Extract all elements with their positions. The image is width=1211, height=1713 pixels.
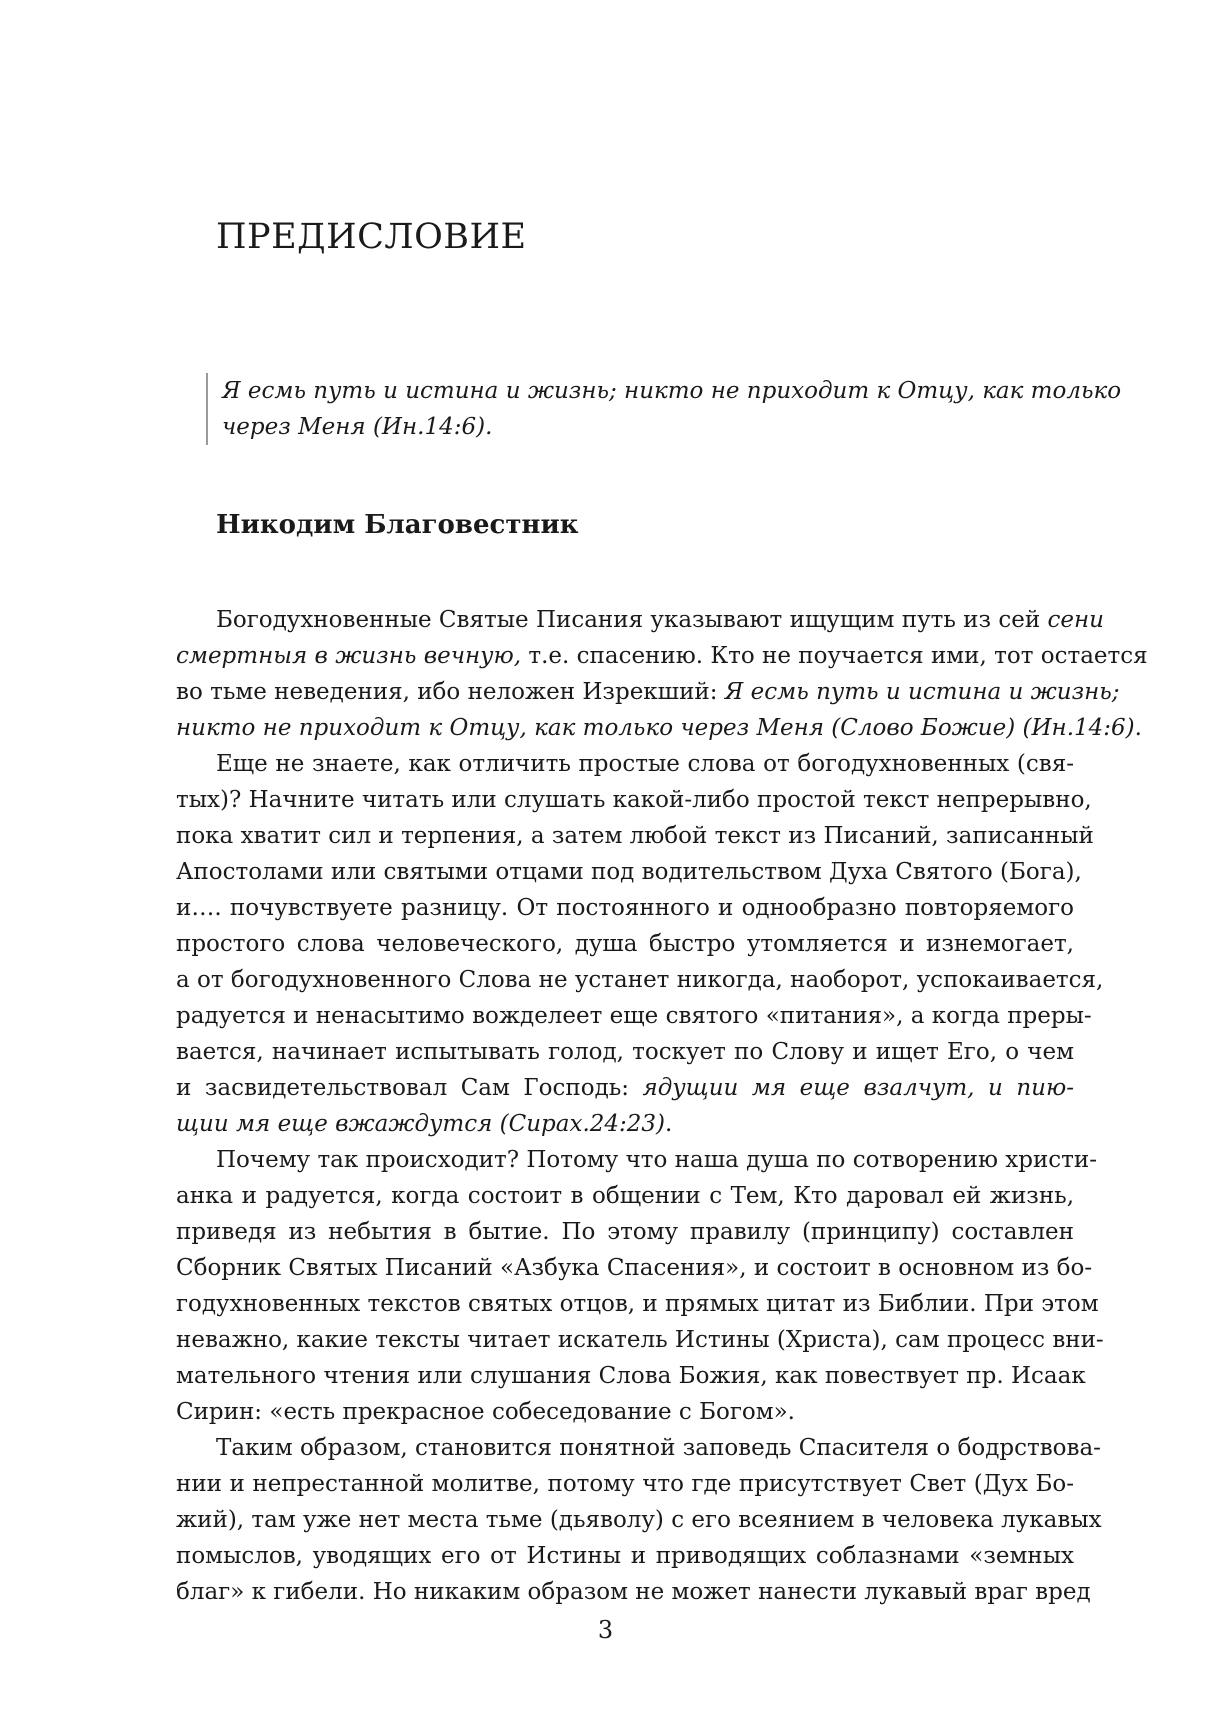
text-run: вается, начинает испытывать голод, тоскует по Слову и ищет Его, о чем bbox=[176, 1039, 1074, 1065]
text-run: нии и непрестанной молитве, потому что где присутствует Свет (Дух Бо- bbox=[176, 1471, 1074, 1497]
text-run: а от богодухновенного Слова не устанет никогда, наоборот, успокаивается, bbox=[176, 967, 1104, 993]
italic-quote: смертныя в жизнь вечную, bbox=[176, 643, 522, 669]
chapter-title: ПРЕДИСЛОВИЕ bbox=[216, 217, 527, 257]
text-line bbox=[176, 1250, 1093, 1286]
text-run: анка и радуется, когда состоит в общении с Тем, Кто даровал ей жизнь, bbox=[176, 1183, 1074, 1209]
body-text bbox=[176, 602, 1148, 1610]
text-run: во тьме неведения, ибо неложен Изрекший: bbox=[176, 679, 725, 705]
italic-quote: ядущии мя еще взалчут, и пию- bbox=[642, 1075, 1075, 1101]
text-line bbox=[176, 854, 1082, 890]
text-line bbox=[176, 962, 1104, 998]
text-line bbox=[176, 926, 1074, 962]
text-line bbox=[176, 1286, 1099, 1322]
text-run: т.е. спасению. Кто не поучается ими, тот остается bbox=[521, 643, 1148, 669]
text-run: благ» к гибели. Но никаким образом не может нанести лукавый враг вред bbox=[176, 1579, 1091, 1605]
epigraph-line: Я есмь путь и истина и жизнь; никто не приходит к Отцу, как только bbox=[222, 378, 1122, 404]
text-line bbox=[176, 1394, 1074, 1430]
text-line bbox=[176, 602, 1104, 638]
text-run: Сборник Святых Писаний «Азбука Спасения», и состоит в основном из бо- bbox=[176, 1255, 1093, 1281]
text-run: простого слова человеческого, душа быстро утомляется и изнемогает, bbox=[176, 931, 1074, 957]
text-line bbox=[176, 1430, 1101, 1466]
text-run: приведя из небытия в бытие. По этому правилу (принципу) составлен bbox=[176, 1219, 1074, 1245]
text-run: неважно, какие тексты читает искатель Истины (Христа), сам процесс вни- bbox=[176, 1327, 1104, 1353]
italic-quote: сени bbox=[1047, 607, 1104, 633]
text-line bbox=[176, 1106, 1074, 1142]
text-run: Богодухновенные Святые Писания указывают ищущим путь из сей bbox=[216, 607, 1048, 633]
italic-quote: щии мя еще вжаждутся (Сирах.24:23) bbox=[176, 1111, 666, 1137]
text-run: мательного чтения или слушания Слова Божия, как повествует пр. Исаак bbox=[176, 1363, 1086, 1389]
text-run: Сирин: «есть прекрасное собеседование с Богом». bbox=[176, 1399, 795, 1425]
text-line bbox=[176, 1142, 1098, 1178]
paragraph bbox=[176, 1142, 1104, 1430]
text-line bbox=[176, 1538, 1074, 1574]
text-run: Таким образом, становится понятной заповедь Спасителя о бодрствова- bbox=[216, 1435, 1101, 1461]
paragraph bbox=[176, 602, 1148, 746]
text-run: помыслов, уводящих его от Истины и приводящих соблазнами «земных bbox=[176, 1543, 1074, 1569]
text-run: пока хватит сил и терпения, а затем любой текст из Писаний, записанный bbox=[176, 823, 1094, 849]
text-line bbox=[176, 1502, 1102, 1538]
text-line bbox=[176, 818, 1094, 854]
text-line bbox=[176, 1358, 1086, 1394]
text-run: Еще не знаете, как отличить простые слова от богодухновенных (свя- bbox=[216, 751, 1074, 777]
text-run: . bbox=[1134, 715, 1142, 741]
page-number: 3 bbox=[597, 1616, 614, 1644]
text-run: . bbox=[665, 1111, 673, 1137]
text-run: и…. почувствуете разницу. От постоянного и однообразно повторяемого bbox=[176, 895, 1074, 921]
paragraph bbox=[176, 1430, 1102, 1610]
author-name: Никодим Благовестник bbox=[216, 510, 579, 540]
text-run: радуется и ненасытимо вожделеет еще святого «питания», а когда преры- bbox=[176, 1003, 1092, 1029]
text-line bbox=[176, 1574, 1091, 1610]
text-line bbox=[176, 998, 1092, 1034]
text-run: жий), там уже нет места тьме (дьяволу) с его всеянием в человека лукавых bbox=[176, 1507, 1102, 1533]
text-line bbox=[176, 710, 1142, 746]
text-run: Почему так происходит? Потому что наша душа по сотворению христи- bbox=[216, 1147, 1098, 1173]
italic-quote: никто не приходит к Отцу, как только через Меня (Слово Божие) (Ин.14:6) bbox=[176, 715, 1135, 741]
epigraph-line: через Меня (Ин.14:6). bbox=[222, 414, 493, 440]
text-line bbox=[176, 1034, 1074, 1070]
text-line bbox=[176, 638, 1148, 674]
italic-quote: Я есмь путь и истина и жизнь; bbox=[724, 679, 1120, 705]
text-line bbox=[176, 1070, 1074, 1106]
text-line bbox=[176, 1322, 1104, 1358]
text-run: тых)? Начните читать или слушать какой-либо простой текст непрерывно, bbox=[176, 787, 1092, 813]
text-run: годухновенных текстов святых отцов, и прямых цитат из Библии. При этом bbox=[176, 1291, 1099, 1317]
text-line bbox=[176, 1466, 1074, 1502]
paragraph bbox=[176, 746, 1104, 1142]
text-line bbox=[176, 1178, 1074, 1214]
text-line bbox=[176, 782, 1092, 818]
text-line bbox=[176, 890, 1074, 926]
text-run: и засвидетельствовал Сам Господь: bbox=[176, 1075, 643, 1101]
epigraph bbox=[206, 373, 1122, 445]
text-line bbox=[176, 746, 1074, 782]
text-line bbox=[176, 674, 1120, 710]
text-run: Апостолами или святыми отцами под водительством Духа Святого (Бога), bbox=[176, 859, 1082, 885]
text-line bbox=[176, 1214, 1074, 1250]
